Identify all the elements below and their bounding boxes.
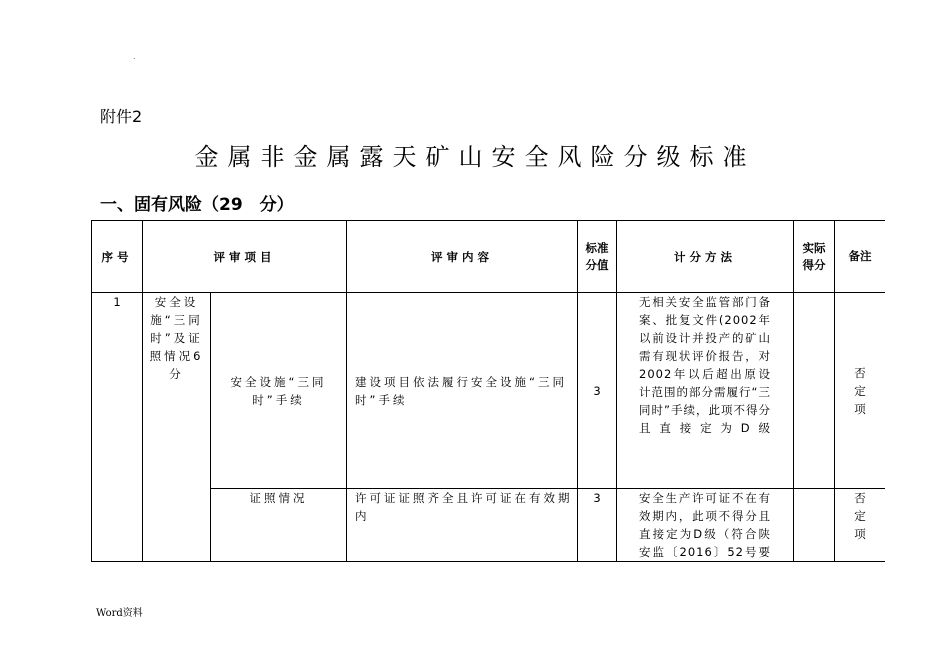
- row-item: 安全设施“三同时”手续: [211, 293, 347, 489]
- header-method: 计分方法: [617, 221, 794, 293]
- row-remark: 否定项: [835, 489, 886, 562]
- row-content: 建设项目依法履行安全设施“三同时”手续: [347, 293, 578, 489]
- risk-grading-table: [91, 220, 885, 562]
- page-dot-mark: .: [133, 52, 136, 61]
- header-item: 评审项目: [143, 221, 347, 293]
- row-actual: [794, 489, 835, 562]
- attachment-label: 附件2: [100, 107, 143, 126]
- header-no: 序号: [92, 221, 143, 293]
- header-remark: 备注: [835, 221, 886, 293]
- row-actual: [794, 293, 835, 489]
- document-title: 金属非金属露天矿山安全风险分级标准: [194, 143, 756, 171]
- header-actual: 实际得分: [794, 221, 835, 293]
- row-number: 1: [92, 293, 143, 562]
- row-remark: 否定项: [835, 293, 886, 489]
- row-content: 许可证证照齐全且许可证在有效期内: [347, 489, 578, 562]
- table-row: [92, 293, 886, 489]
- row-score: 3: [578, 293, 617, 489]
- row-method: 无相关安全监管部门备案、批复文件(2002年以前设计并投产的矿山需有现状评价报告，对2002年以后超出原设计范围的部分需履行“三同时”手续，此项不得分且直接定为D级: [617, 293, 794, 489]
- footer-label: Word资料: [96, 608, 143, 619]
- table-row: [92, 489, 886, 562]
- header-score: 标准分值: [578, 221, 617, 293]
- row-score: 3: [578, 489, 617, 562]
- risk-table-container: [91, 220, 885, 576]
- row-item: 证照情况: [211, 489, 347, 562]
- row-method: 安全生产许可证不在有效期内，此项不得分且直接定为D级（符合陕安监〔2016〕52号要: [617, 489, 794, 562]
- row-category: 安全设施“三同时”及证照情况6分: [143, 293, 211, 562]
- table-header-row: [92, 221, 886, 293]
- header-content: 评审内容: [347, 221, 578, 293]
- section-heading: 一、固有风险（29 分）: [100, 195, 294, 215]
